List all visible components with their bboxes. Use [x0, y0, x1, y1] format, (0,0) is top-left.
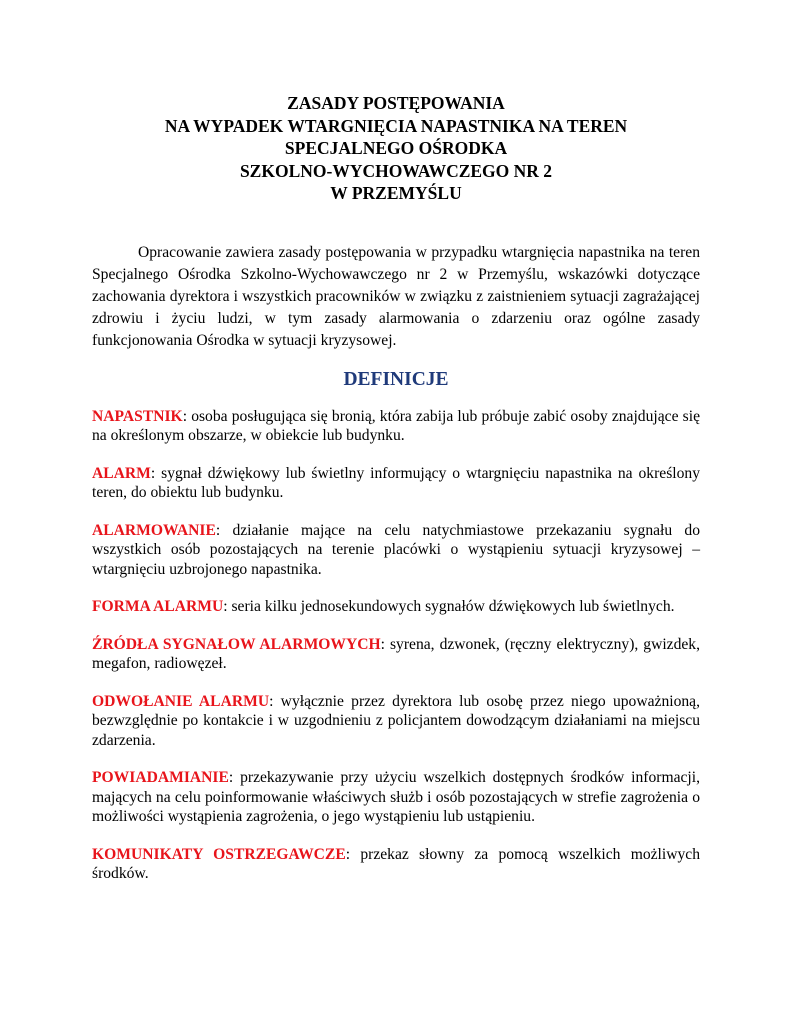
title-line: SPECJALNEGO OŚRODKA — [284, 138, 508, 158]
definition-item — [92, 692, 700, 751]
definition-text: : wyłącznie przez dyrektora lub osobę przez niego upoważnioną, bezwzględnie po kontakcie i w uzgodnieniu z policjantem dowodzącym działaniami na miejscu zdarzenia. — [92, 692, 700, 749]
definition-text: : osoba posługująca się bronią, która zabija lub próbuje zabić osoby znajdujące się na określonym obszarze, w obiekcie lub budynku. — [92, 407, 700, 444]
title-line: W PRZEMYŚLU — [330, 183, 462, 203]
definition-item — [92, 521, 700, 580]
definition-text: : seria kilku jednosekundowych sygnałów dźwiękowych lub świetlnych. — [223, 598, 675, 615]
definition-text: : przekazywanie przy użyciu wszelkich dostępnych środków informacji, mających na celu poinformowanie właściwych służb i osób pozostających w strefie zagrożenia o możliwości wystąpienia zagrożenia, o jego wystąpieniu lub ustąpieniu. — [92, 769, 700, 825]
definition-item — [92, 768, 700, 827]
title-line: NA WYPADEK WTARGNIĘCIA NAPASTNIKA NA TEREN — [164, 115, 628, 136]
definition-item — [92, 464, 700, 503]
definitions-heading: DEFINICJE — [343, 368, 449, 390]
intro-paragraph: Opracowanie zawiera zasady postępowania w przypadku wtargnięcia napastnika na teren Specjalnego Ośrodka Szkolno-Wychowawczego nr 2 w Przemyślu, wskazówki dotyczące zachowania dyrektora i wszystkich pracowników w związku z zaistnieniem sytuacji zagrażającej zdrowiu i życiu ludzi, w tym zasady alarmowania o zdarzeniu oraz ogólne zasady funkcjonowania Ośrodka w sytuacji kryzysowej. — [92, 243, 700, 349]
definition-text: : syrena, dzwonek, (ręczny elektryczny), gwizdek, megafon, radiowęzeł. — [92, 635, 700, 672]
definition-item — [92, 597, 700, 617]
definition-text: : przekaz słowny za pomocą wszelkich możliwych środków. — [92, 845, 700, 882]
definition-term: NAPASTNIK — [92, 407, 183, 425]
definition-term: ALARMOWANIE — [92, 521, 216, 539]
document-title — [92, 92, 700, 205]
definition-term: FORMA ALARMU — [92, 598, 224, 615]
definition-item — [92, 407, 700, 446]
document-page — [92, 92, 700, 884]
definition-term: ALARM — [92, 464, 151, 482]
title-line: ZASADY POSTĘPOWANIA — [287, 93, 505, 113]
definition-text: : działanie mające na celu natychmiastowe przekazaniu sygnału do wszystkich osób pozostających na terenie placówki o wystąpieniu sytuacji kryzysowej – wtargnięciu uzbrojonego napastnika. — [92, 521, 700, 578]
definition-item — [92, 845, 700, 884]
definition-term: KOMUNIKATY OSTRZEGAWCZE — [92, 845, 346, 863]
definition-term: ŹRÓDŁA SYGNAŁOW ALARMOWYCH — [92, 635, 381, 653]
definition-item — [92, 635, 700, 674]
definition-term: ODWOŁANIE ALARMU — [92, 692, 270, 710]
title-line: SZKOLNO-WYCHOWAWCZEGO NR 2 — [239, 160, 553, 181]
definition-term: POWIADAMIANIE — [92, 769, 229, 786]
definition-text: : sygnał dźwiękowy lub świetlny informujący o wtargnięciu napastnika na określony teren, do obiektu lub budynku. — [92, 464, 700, 501]
